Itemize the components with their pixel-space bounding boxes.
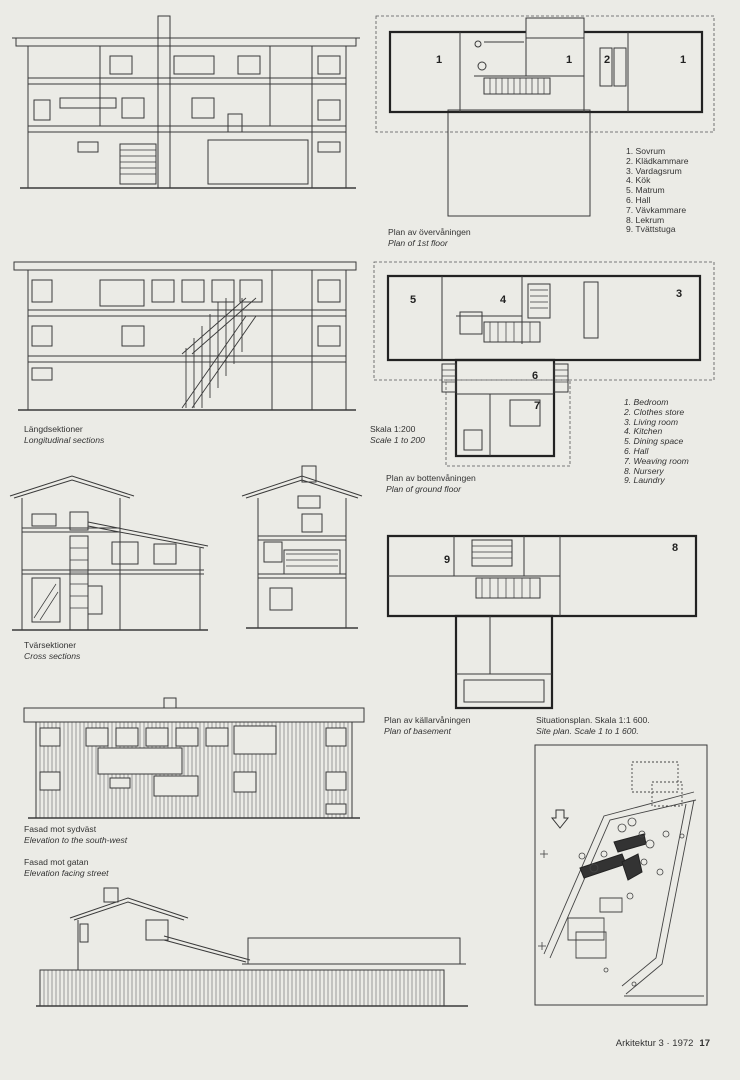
- room-number: 1: [566, 54, 573, 66]
- legend-item: 1. Sovrum: [626, 146, 666, 156]
- caption-plan-upper: Plan av övervåningen Plan of 1st floor: [388, 227, 471, 248]
- elevation-street: [34, 886, 470, 1010]
- room-number: 1: [436, 54, 443, 66]
- caption-longitudinal-sections: Längdsektioner Longitudinal sections: [24, 424, 105, 445]
- legend-item: 5. Dining space: [624, 436, 684, 447]
- legend-item: 1. Bedroom: [624, 397, 669, 407]
- legend-item: 9. Laundry: [624, 475, 665, 486]
- caption-cross-sections: Tvärsektioner Cross sections: [24, 640, 81, 661]
- longitudinal-section-2: [12, 258, 362, 418]
- site-plan: [534, 744, 710, 1008]
- cross-section-1: [8, 474, 212, 634]
- legend-item: 8. Nursery: [624, 465, 664, 476]
- longitudinal-section-1: [12, 14, 362, 194]
- room-number: 1: [680, 54, 687, 66]
- page-footer: [616, 1038, 710, 1049]
- room-number: 8: [672, 542, 679, 554]
- room-number: 9: [444, 554, 451, 566]
- caption-plan-ground: Plan av bottenvåningen Plan of ground floor: [386, 473, 476, 494]
- plan-basement: [384, 530, 700, 710]
- caption-elevation-street: Fasad mot gatan Elevation facing street: [24, 857, 109, 878]
- legend-item: 2. Clothes store: [624, 406, 685, 417]
- caption-site-plan: Situationsplan. Skala 1:1 600. Site plan. Scale 1 to 1 600.: [536, 715, 650, 736]
- legend-item: 8. Lekrum: [626, 214, 665, 225]
- legend-item: 2. Klädkammare: [626, 155, 689, 166]
- legend-item: 4. Kök: [626, 175, 651, 186]
- room-number: 7: [534, 400, 541, 412]
- legend-swedish: [626, 147, 689, 235]
- room-number: 2: [604, 54, 611, 66]
- caption-scale: Skala 1:200 Scale 1 to 200: [370, 424, 425, 445]
- cross-section-2: [240, 466, 364, 634]
- legend-item: 3. Vardagsrum: [626, 165, 682, 176]
- north-arrow-icon: [552, 810, 568, 828]
- room-number: 5: [410, 294, 417, 306]
- legend-item: 3. Living room: [624, 416, 678, 427]
- page-number: 17: [699, 1038, 710, 1049]
- elevation-south-west: [22, 696, 366, 822]
- legend-item: 4. Kitchen: [624, 426, 663, 437]
- room-number: 6: [532, 370, 539, 382]
- legend-item: 5. Matrum: [626, 185, 665, 196]
- legend-item: 6. Hall: [624, 445, 649, 456]
- legend-item: 7. Vävkammare: [626, 204, 687, 215]
- room-number: 4: [500, 294, 507, 306]
- caption-plan-basement: Plan av källarvåningen Plan of basement: [384, 715, 471, 736]
- room-number: 3: [676, 288, 683, 300]
- legend-english: [624, 398, 689, 486]
- legend-item: 6. Hall: [626, 194, 651, 205]
- caption-elevation-south-west: Fasad mot sydväst Elevation to the south-west: [24, 824, 128, 845]
- legend-item: 9. Tvättstuga: [626, 224, 676, 235]
- legend-item: 7. Weaving room: [624, 455, 689, 466]
- magazine-issue: Arkitektur 3 · 1972: [615, 1038, 694, 1049]
